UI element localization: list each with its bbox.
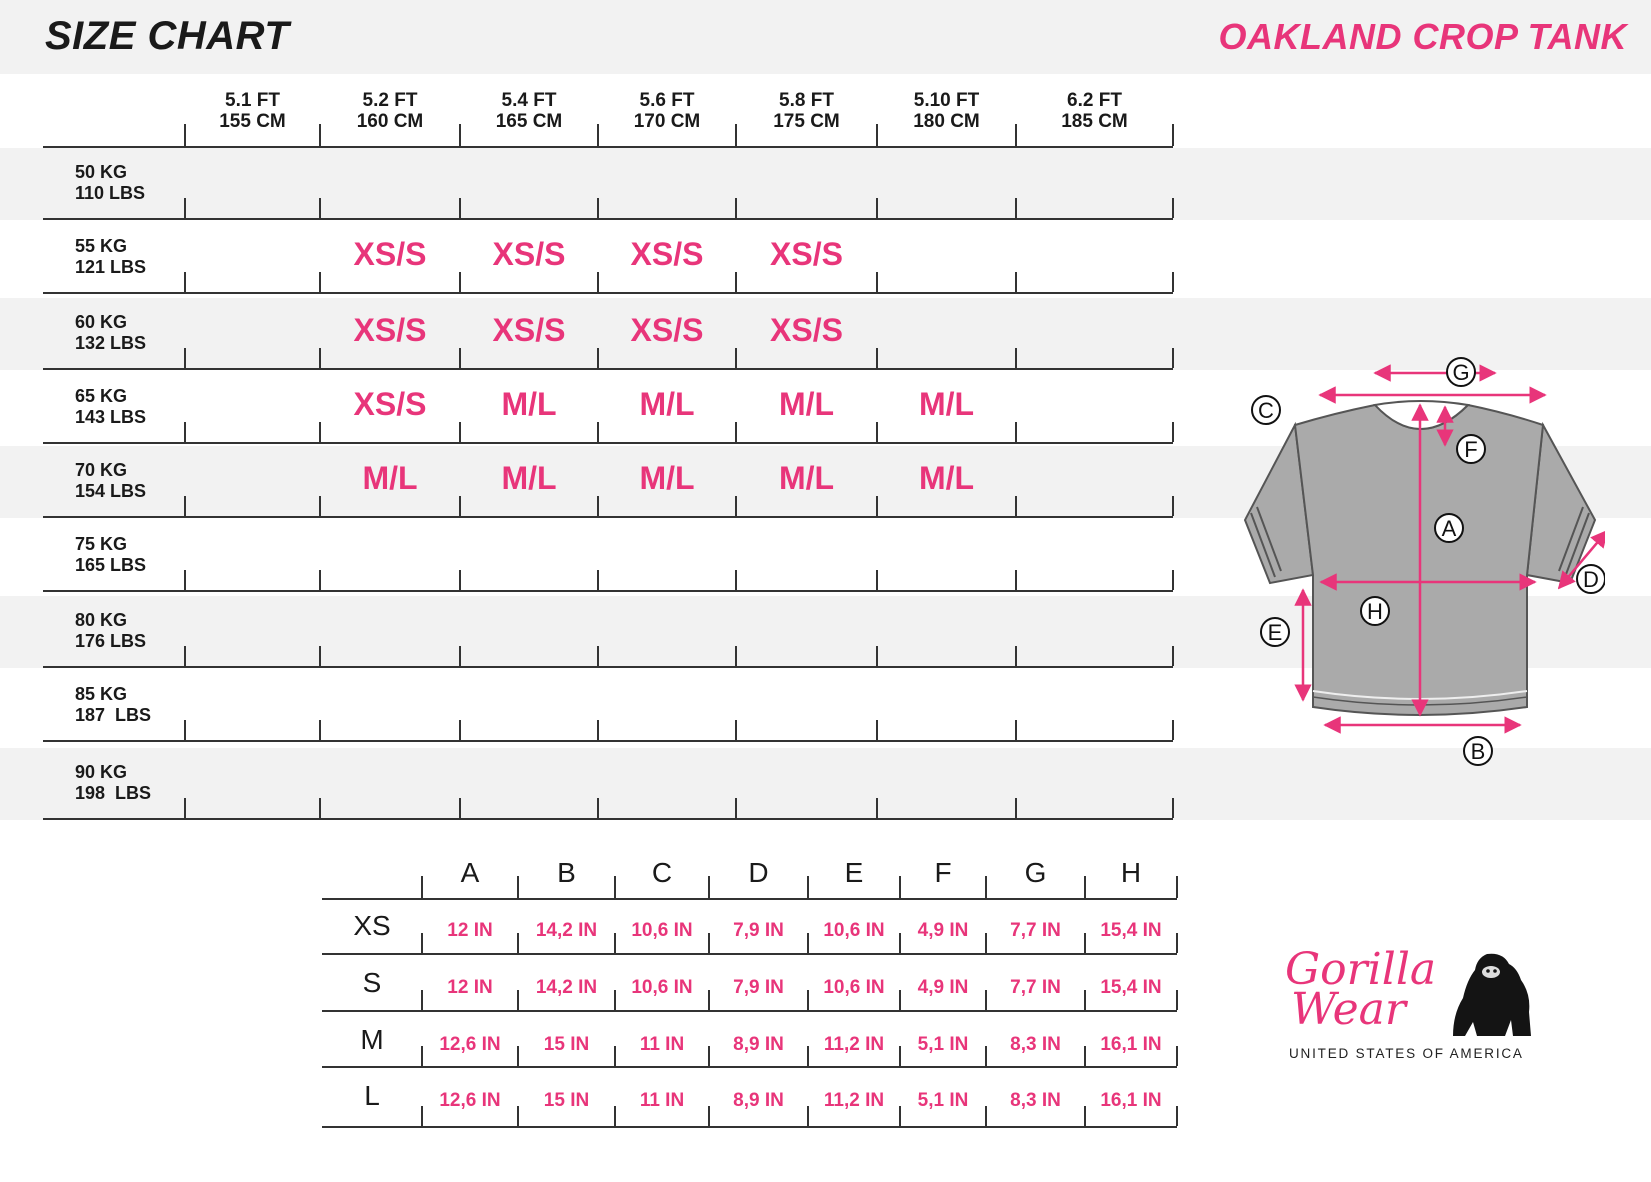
size-label: XS (353, 910, 391, 941)
row-tick (1015, 348, 1017, 368)
size-recommendation: M/L (918, 386, 975, 422)
label-c: C (1258, 398, 1274, 423)
height-ft: 5.4 FT (501, 90, 557, 111)
measurement-value: 11 IN (639, 1090, 685, 1111)
label-g: G (1452, 360, 1470, 385)
row-tick (735, 798, 737, 818)
row-rule (43, 218, 1173, 220)
row-tick (184, 198, 186, 218)
row-tick (735, 422, 737, 442)
height-cm: 175 CM (773, 111, 840, 132)
label-h: H (1367, 599, 1383, 624)
size-recommendation: M/L (918, 460, 975, 496)
height-column-header (460, 90, 598, 132)
row-tick (735, 496, 737, 516)
row-tick (459, 198, 461, 218)
row-tick (597, 348, 599, 368)
height-column-header (320, 90, 460, 132)
row-tick (597, 198, 599, 218)
measure-row-rule (322, 1126, 1177, 1128)
row-tick (1015, 496, 1017, 516)
measurement-value: 14,2 IN (535, 920, 598, 941)
measurement-value: 10,6 IN (631, 920, 693, 941)
measurement-value: 5,1 IN (917, 1090, 969, 1111)
row-tick (735, 646, 737, 666)
measure-header-tick (985, 876, 987, 898)
row-tick (1015, 198, 1017, 218)
weight-kg: 85 KG (75, 684, 128, 704)
measurement-value: 15,4 IN (1100, 920, 1162, 941)
label-b: B (1470, 739, 1486, 764)
row-rule (43, 740, 1173, 742)
row-tick (459, 496, 461, 516)
size-recommendation: XS/S (770, 312, 843, 348)
row-tick (597, 798, 599, 818)
size-recommendation: M/L (362, 460, 418, 496)
weight-label (75, 386, 146, 428)
measure-row-rule (322, 1066, 1177, 1068)
measurement-value: 14,2 IN (535, 977, 598, 998)
row-tick (1172, 272, 1174, 292)
brand-logo (1285, 944, 1545, 1061)
row-tick (597, 422, 599, 442)
measure-header-tick (517, 876, 519, 898)
row-tick (319, 570, 321, 590)
page-title: SIZE CHART (45, 14, 290, 58)
height-column-header (1016, 90, 1173, 132)
row-tick (184, 720, 186, 740)
row-tick (597, 570, 599, 590)
measurement-value: 8,9 IN (733, 1034, 784, 1055)
weight-kg: 65 KG (75, 386, 128, 406)
weight-kg: 60 KG (75, 312, 128, 332)
measurement-value: 15 IN (543, 1090, 590, 1111)
weight-label (75, 610, 146, 652)
row-tick (459, 422, 461, 442)
weight-lbs: 165 LBS (75, 555, 147, 575)
measurement-value: 8,3 IN (1010, 1034, 1061, 1055)
row-tick (184, 496, 186, 516)
row-tick (319, 348, 321, 368)
measurement-value: 11,2 IN (823, 1090, 885, 1111)
height-cm: 165 CM (495, 111, 563, 132)
height-column-header (877, 90, 1016, 132)
row-tick (184, 348, 186, 368)
height-column-header (736, 90, 877, 132)
size-recommendation: M/L (778, 460, 835, 496)
measurement-value: 8,9 IN (733, 1090, 784, 1111)
row-tick (319, 272, 321, 292)
row-tick (184, 422, 186, 442)
size-recommendation: M/L (639, 460, 695, 496)
row-tick (735, 198, 737, 218)
weight-lbs: 187 LBS (75, 705, 152, 725)
row-tick (1015, 798, 1017, 818)
measure-column-header: F (934, 857, 952, 888)
row-tick (459, 798, 461, 818)
measure-header-rule (322, 898, 1177, 900)
row-tick (735, 272, 737, 292)
row-tick (1015, 646, 1017, 666)
measurement-value: 11 IN (639, 1034, 685, 1055)
row-tick (319, 646, 321, 666)
measurement-value: 7,9 IN (733, 920, 784, 941)
row-tick (876, 422, 878, 442)
row-tick (735, 720, 737, 740)
measure-row-rule (322, 1010, 1177, 1012)
measurement-value: 10,6 IN (823, 920, 885, 941)
row-tick (459, 720, 461, 740)
measurement-value: 15 IN (543, 1034, 590, 1055)
weight-label (75, 312, 146, 354)
row-tick (184, 646, 186, 666)
size-recommendation: XS/S (630, 312, 704, 348)
row-rule (43, 818, 1173, 820)
measurement-value: 11,2 IN (823, 1034, 885, 1055)
row-tick (876, 272, 878, 292)
row-tick (459, 646, 461, 666)
row-rule (43, 368, 1173, 370)
measure-header-tick (1176, 876, 1178, 898)
garment-diagram (1235, 345, 1605, 775)
row-tick (184, 570, 186, 590)
measurement-value: 8,3 IN (1010, 1090, 1061, 1111)
weight-lbs: 176 LBS (75, 631, 147, 651)
size-recommendation: XS/S (492, 236, 566, 272)
row-tick (1172, 646, 1174, 666)
measurement-value: 10,6 IN (823, 977, 885, 998)
height-column-header (185, 90, 320, 132)
measure-column-header: C (651, 857, 673, 888)
measurement-value: 4,9 IN (917, 977, 969, 998)
row-tick (459, 570, 461, 590)
height-cm: 185 CM (1061, 111, 1128, 132)
measure-header-tick (708, 876, 710, 898)
weight-kg: 90 KG (75, 762, 128, 782)
weight-kg: 50 KG (75, 162, 128, 182)
weight-lbs: 143 LBS (75, 407, 147, 427)
size-recommendation: M/L (501, 386, 557, 422)
row-tick (319, 422, 321, 442)
row-tick (597, 720, 599, 740)
measurement-value: 12 IN (447, 977, 493, 998)
gorilla-icon (1451, 950, 1533, 1042)
weight-label (75, 684, 151, 726)
weight-label (75, 534, 146, 576)
measurement-value: 7,7 IN (1010, 920, 1061, 941)
measurement-value: 7,7 IN (1010, 977, 1061, 998)
row-tick (1015, 570, 1017, 590)
row-tick (319, 720, 321, 740)
height-cm: 160 CM (356, 111, 424, 132)
height-cm: 180 CM (913, 111, 980, 132)
measure-header-tick (807, 876, 809, 898)
row-tick (1172, 720, 1174, 740)
row-rule (43, 516, 1173, 518)
row-tick (1015, 422, 1017, 442)
row-tick (1172, 496, 1174, 516)
weight-kg: 70 KG (75, 460, 128, 480)
measure-column-header: H (1120, 857, 1142, 888)
label-e: E (1267, 620, 1283, 645)
label-a: A (1441, 516, 1457, 541)
measurement-value: 7,9 IN (733, 977, 784, 998)
row-tick (1015, 272, 1017, 292)
measure-column-header: D (748, 857, 769, 888)
weight-lbs: 110 LBS (75, 183, 146, 203)
weight-kg: 80 KG (75, 610, 128, 630)
size-recommendation: XS/S (770, 236, 843, 272)
label-f: F (1464, 437, 1478, 462)
measurement-value: 5,1 IN (917, 1034, 969, 1055)
row-tick (319, 198, 321, 218)
weight-lbs: 198 LBS (75, 783, 152, 803)
row-tick (184, 272, 186, 292)
brand-line-1: Gorilla (1285, 944, 1437, 995)
measurement-value: 12 IN (447, 920, 493, 941)
measurement-value: 16,1 IN (1100, 1034, 1162, 1055)
row-tick (876, 198, 878, 218)
product-name: OAKLAND CROP TANK (1218, 16, 1627, 57)
height-column-header (598, 90, 736, 132)
row-tick (597, 272, 599, 292)
row-tick (1172, 348, 1174, 368)
measurement-value: 15,4 IN (1100, 977, 1162, 998)
weight-label (75, 162, 145, 204)
weight-lbs: 132 LBS (75, 333, 147, 353)
height-ft: 5.6 FT (639, 90, 695, 111)
row-rule (43, 590, 1173, 592)
size-recommendation: XS/S (353, 236, 427, 272)
size-recommendation: M/L (778, 386, 835, 422)
row-rule (43, 666, 1173, 668)
size-label: M (360, 1024, 384, 1055)
row-tick (459, 348, 461, 368)
measurement-value: 4,9 IN (917, 920, 969, 941)
weight-lbs: 154 LBS (75, 481, 147, 501)
size-label: L (364, 1080, 380, 1111)
row-tick (876, 720, 878, 740)
label-d: D (1583, 567, 1599, 592)
measurement-value: 12,6 IN (439, 1090, 501, 1111)
row-tick (1172, 198, 1174, 218)
measure-column-header: G (1024, 857, 1047, 888)
weight-label (75, 762, 151, 804)
row-rule (43, 292, 1173, 294)
measure-column-header: A (460, 857, 480, 888)
row-tick (1172, 798, 1174, 818)
brand-line-2: Wear (1291, 984, 1406, 1035)
weight-kg: 55 KG (75, 236, 128, 256)
row-tick (1172, 422, 1174, 442)
weight-label (75, 236, 146, 278)
height-ft: 5.8 FT (779, 90, 834, 111)
height-ft: 6.2 FT (1067, 90, 1122, 111)
height-cm: 155 CM (219, 111, 286, 132)
row-tick (1015, 720, 1017, 740)
height-ft: 5.2 FT (362, 90, 418, 111)
row-tick (319, 798, 321, 818)
row-tick (735, 348, 737, 368)
size-recommendation: XS/S (353, 386, 427, 422)
row-tick (876, 570, 878, 590)
height-cm: 170 CM (633, 111, 701, 132)
measure-column-header: E (844, 857, 864, 888)
row-tick (735, 570, 737, 590)
brand-tagline: UNITED STATES OF AMERICA (1289, 1046, 1524, 1061)
measure-header-tick (899, 876, 901, 898)
row-rule (43, 442, 1173, 444)
measurement-value: 10,6 IN (631, 977, 693, 998)
measurement-value: 12,6 IN (439, 1034, 501, 1055)
row-tick (876, 798, 878, 818)
row-tick (184, 798, 186, 818)
row-tick (319, 496, 321, 516)
size-label: S (362, 967, 382, 998)
measure-header-tick (421, 876, 423, 898)
measure-column-header: B (557, 857, 576, 888)
weight-lbs: 121 LBS (75, 257, 147, 277)
row-tick (459, 272, 461, 292)
height-ft: 5.1 FT (225, 90, 280, 111)
row-tick (597, 646, 599, 666)
header-rule (43, 146, 1173, 148)
measurement-value: 16,1 IN (1100, 1090, 1162, 1111)
row-tick (876, 646, 878, 666)
brand-wordmark (1285, 944, 1437, 1035)
row-band (0, 148, 1651, 220)
measure-header-tick (1084, 876, 1086, 898)
row-tick (1172, 570, 1174, 590)
size-recommendation: XS/S (630, 236, 704, 272)
row-tick (597, 496, 599, 516)
weight-label (75, 460, 146, 502)
measure-row-rule (322, 953, 1177, 955)
measure-header-tick (614, 876, 616, 898)
row-tick (876, 496, 878, 516)
size-recommendation: XS/S (353, 312, 427, 348)
size-recommendation: M/L (501, 460, 557, 496)
height-ft: 5.10 FT (913, 90, 980, 111)
weight-kg: 75 KG (75, 534, 128, 554)
size-recommendation: XS/S (492, 312, 566, 348)
row-tick (876, 348, 878, 368)
size-recommendation: M/L (639, 386, 695, 422)
